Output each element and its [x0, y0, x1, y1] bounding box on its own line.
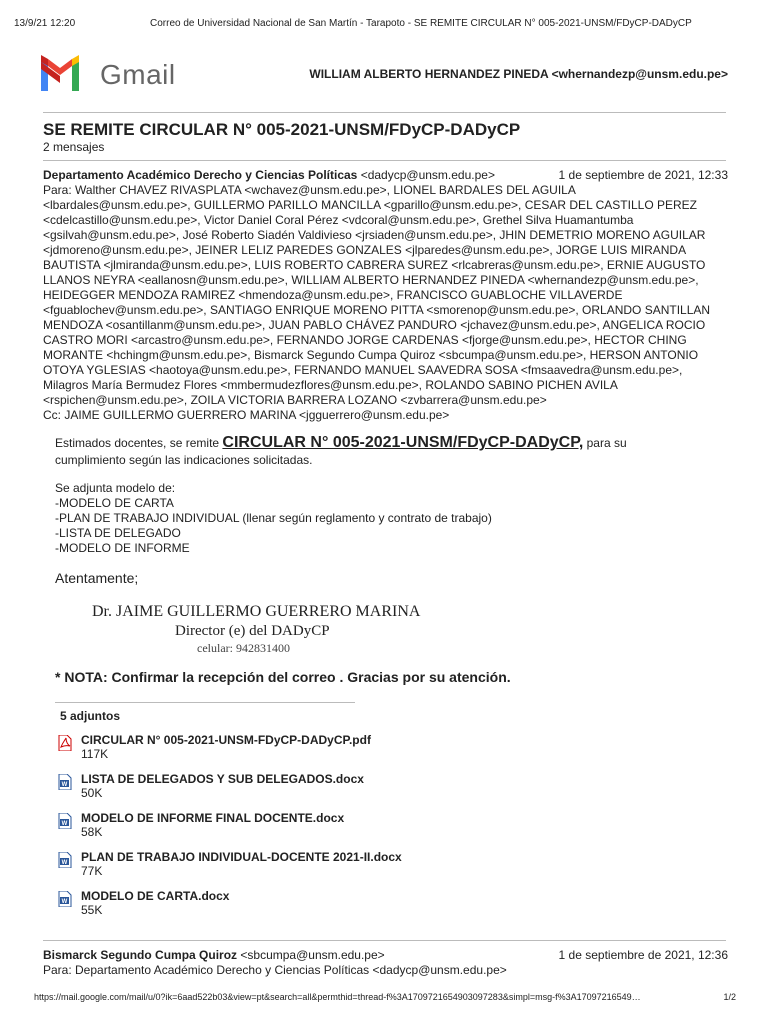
recipient-line: MORANTE <hchingm@unsm.edu.pe>, Bismarck Segundo Cumpa Quiroz <sbcumpa@unsm.edu.pe>, HERSON ANTONIO — [43, 348, 699, 362]
account-user: WILLIAM ALBERTO HERNANDEZ PINEDA <whernandezp@unsm.edu.pe> — [309, 67, 728, 81]
recipient-line: Para: Walther CHAVEZ RIVASPLATA <wchavez@unsm.edu.pe>, LIONEL BARDALES DEL AGUILA — [43, 183, 576, 197]
cc-line: Cc: JAIME GUILLERMO GUERRERO MARINA <jgguerrero@unsm.edu.pe> — [43, 408, 450, 422]
list-item: -PLAN DE TRABAJO INDIVIDUAL (llenar según reglamento y contrato de trabajo) — [55, 511, 492, 525]
print-datetime: 13/9/21 12:20 — [14, 18, 76, 29]
gmail-header — [38, 53, 728, 97]
note: * NOTA: Confirmar la recepción del correo . Gracias por su atención. — [55, 669, 511, 685]
gmail-wordmark: Gmail — [100, 59, 176, 90]
attachment-name[interactable]: PLAN DE TRABAJO INDIVIDUAL-DOCENTE 2021-II.docx — [81, 850, 402, 864]
closing: Atentamente; — [55, 570, 139, 586]
attachment-item[interactable] — [58, 733, 478, 767]
circular-reference: CIRCULAR N° 005-2021-UNSM/FDyCP-DADyCP, — [222, 434, 584, 451]
attachments-title: 5 adjuntos — [60, 709, 121, 723]
attachment-item[interactable] — [58, 889, 478, 923]
sender-email: <dadycp@unsm.edu.pe> — [360, 168, 495, 182]
word-doc-icon — [58, 813, 72, 829]
attachment-item[interactable] — [58, 772, 478, 806]
recipient-line: OTOYA YGLESIAS <haotoya@unsm.edu.pe>, FERNANDO MANUEL SAAVEDRA SOSA <fmsaavedra@unsm.edu.pe>, — [43, 363, 683, 377]
list-item: -MODELO DE INFORME — [55, 541, 190, 555]
attachment-size: 77K — [81, 864, 103, 878]
word-doc-icon — [58, 852, 72, 868]
recipient-line: <lbardales@unsm.edu.pe>, GUILLERMO PARILLO MANCILLA <gparillo@unsm.edu.pe>, CESAR DEL CASTILLO PEREZ — [43, 198, 697, 212]
attachment-name[interactable]: MODELO DE INFORME FINAL DOCENTE.docx — [81, 811, 345, 825]
svg-text:W: W — [61, 821, 68, 827]
signature-role: Director (e) del DADyCP — [175, 623, 330, 639]
recipient-line: <jdmoreno@unsm.edu.pe>, JEINER LELIZ PAREDES GONZALES <jlparedes@unsm.edu.pe>, JORGE LUIS MIRANDA — [43, 243, 687, 257]
divider — [43, 112, 726, 113]
svg-text:W: W — [61, 860, 68, 866]
list-item: -MODELO DE CARTA — [55, 496, 174, 510]
recipient-line: BAUTISTA <jlmiranda@unsm.edu.pe>, LUIS ROBERTO CABRERA SUREZ <rlcabreras@unsm.edu.pe>, ERNIE AUGUSTO — [43, 258, 706, 272]
page-number: 1/2 — [723, 992, 736, 1002]
attachment-name[interactable]: CIRCULAR N° 005-2021-UNSM-FDyCP-DADyCP.pdf — [81, 733, 371, 747]
recipient-line: HEIDEGGER MENDOZA RAMIREZ <hmendoza@unsm.edu.pe>, FRANCISCO GUABLOCHE VILLAVERDE — [43, 288, 623, 302]
attachment-name[interactable]: MODELO DE CARTA.docx — [81, 889, 230, 903]
recipients-block — [43, 183, 728, 423]
recipient-line: <rspichen@unsm.edu.pe>, ZOILA VICTORIA BARRERA LOZANO <zvbarrera@unsm.edu.pe> — [43, 393, 547, 407]
intro-text: Estimados docentes, se remite — [55, 436, 220, 450]
thread-subject: SE REMITE CIRCULAR N° 005-2021-UNSM/FDyCP-DADyCP — [43, 120, 521, 139]
recipient-line: CASTRO MORI <arcastro@unsm.edu.pe>, FERNANDO JORGE CARDENAS <fjorge@unsm.edu.pe>, HECTOR CHING — [43, 333, 687, 347]
intro-end: para su — [586, 436, 627, 450]
recipient-line: <gsilvah@unsm.edu.pe>, José Roberto Siadén Valdivieso <jrsiaden@unsm.edu.pe>, JHIN DEMETRIO MORENO AGUILAR — [43, 228, 706, 242]
attachment-item[interactable] — [58, 850, 478, 884]
recipient-line: MENDOZA <osantillanm@unsm.edu.pe>, JUAN PABLO CHÁVEZ PANDURO <jchavez@unsm.edu.pe>, ANGELICA ROCIO — [43, 318, 706, 332]
word-doc-icon — [58, 891, 72, 907]
message-header — [43, 948, 728, 962]
pdf-icon — [58, 735, 72, 751]
print-url: https://mail.google.com/mail/u/0?ik=6aad522b03&view=pt&search=all&permthid=thread-f%3A1709721654903097283&simpl=msg-f%3A17097216549… — [34, 992, 641, 1002]
attachment-size: 50K — [81, 786, 103, 800]
attachment-name[interactable]: LISTA DE DELEGADOS Y SUB DELEGADOS.docx — [81, 772, 364, 786]
sender-name: Bismarck Segundo Cumpa Quiroz — [43, 948, 238, 962]
svg-text:W: W — [61, 899, 68, 905]
recipient-line: <cdelcastillo@unsm.edu.pe>, Victor Daniel Coral Pérez <vdcoral@unsm.edu.pe>, Grethel Silva Huamantumba — [43, 213, 634, 227]
word-doc-icon — [58, 774, 72, 790]
message-header — [43, 168, 728, 182]
recipient-line: <fguablochev@unsm.edu.pe>, SANTIAGO ENRIQUE MORENO PITTA <smorenop@unsm.edu.pe>, ORLANDO SANTILLAN — [43, 303, 711, 317]
intro-line2: cumplimiento según las indicaciones solicitadas. — [55, 453, 313, 467]
message-date: 1 de septiembre de 2021, 12:36 — [558, 948, 728, 962]
body-intro — [55, 434, 735, 452]
print-page-title: Correo de Universidad Nacional de San Martín - Tarapoto - SE REMITE CIRCULAR N° 005-2021-UNSM/FDyCP-DADyCP — [150, 18, 692, 29]
list-title: Se adjunta modelo de: — [55, 481, 176, 495]
divider — [43, 160, 726, 161]
attachment-size: 58K — [81, 825, 103, 839]
signature-phone: celular: 942831400 — [197, 641, 290, 655]
recipient-line: Milagros María Bermudez Flores <mmbermudezflores@unsm.edu.pe>, ROLANDO SABINO PICHEN AVILA — [43, 378, 618, 392]
divider — [43, 940, 726, 941]
svg-text:W: W — [61, 782, 68, 788]
message-date: 1 de septiembre de 2021, 12:33 — [558, 168, 728, 182]
attachment-size: 117K — [81, 747, 109, 761]
recipient-line: LLANOS NEYRA <eallanosn@unsm.edu.pe>, WILLIAM ALBERTO HERNANDEZ PINEDA <whernandezp@unsm.edu.pe>, — [43, 273, 699, 287]
attachment-item[interactable] — [58, 811, 478, 845]
list-item: -LISTA DE DELEGADO — [55, 526, 181, 540]
recipient-line: Para: Departamento Académico Derecho y Ciencias Políticas <dadycp@unsm.edu.pe> — [43, 963, 507, 977]
gmail-m-logo-icon — [38, 53, 82, 93]
sender-name: Departamento Académico Derecho y Ciencias Políticas — [43, 168, 358, 182]
message-count: 2 mensajes — [43, 140, 105, 154]
attachment-size: 55K — [81, 903, 103, 917]
divider — [55, 702, 355, 703]
sender-email: <sbcumpa@unsm.edu.pe> — [240, 948, 385, 962]
signature-name: Dr. JAIME GUILLERMO GUERRERO MARINA — [92, 603, 421, 620]
